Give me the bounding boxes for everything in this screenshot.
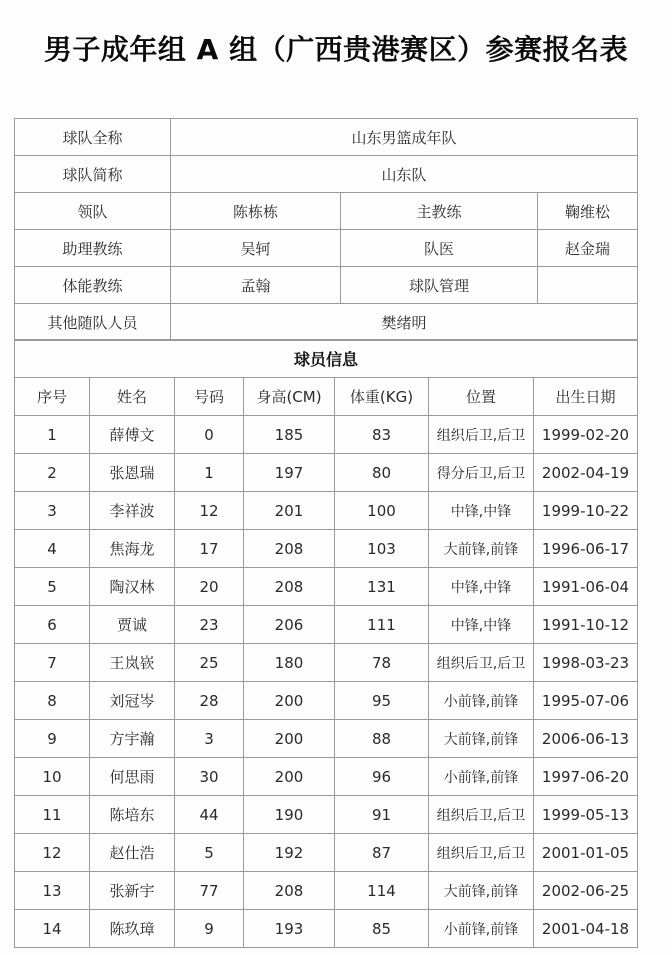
team-manager-value <box>538 267 638 304</box>
cell-index: 4 <box>15 530 90 568</box>
cell-name: 何思雨 <box>90 758 175 796</box>
cell-weight: 114 <box>335 872 429 910</box>
fitness-coach-label: 体能教练 <box>15 267 171 304</box>
cell-position: 中锋,中锋 <box>429 568 534 606</box>
cell-weight: 100 <box>335 492 429 530</box>
cell-height: 208 <box>244 872 335 910</box>
table-row <box>15 230 638 267</box>
head-coach-label: 主教练 <box>341 193 538 230</box>
cell-index: 12 <box>15 834 90 872</box>
cell-height: 208 <box>244 530 335 568</box>
column-header-weight: 体重(KG) <box>335 378 429 416</box>
cell-number: 0 <box>175 416 244 454</box>
cell-index: 10 <box>15 758 90 796</box>
cell-name: 薛傅文 <box>90 416 175 454</box>
table-row <box>15 796 638 834</box>
cell-number: 23 <box>175 606 244 644</box>
cell-number: 28 <box>175 682 244 720</box>
cell-height: 192 <box>244 834 335 872</box>
players-table <box>14 339 638 948</box>
cell-birthdate: 1999-02-20 <box>534 416 638 454</box>
cell-birthdate: 1991-10-12 <box>534 606 638 644</box>
table-row <box>15 454 638 492</box>
cell-name: 张新宇 <box>90 872 175 910</box>
cell-birthdate: 2002-04-19 <box>534 454 638 492</box>
team-doctor-value: 赵金瑞 <box>538 230 638 267</box>
cell-number: 20 <box>175 568 244 606</box>
table-row <box>15 304 638 341</box>
table-row <box>15 720 638 758</box>
cell-name: 张恩瑞 <box>90 454 175 492</box>
cell-height: 206 <box>244 606 335 644</box>
team-info-table <box>14 118 638 341</box>
column-header-name: 姓名 <box>90 378 175 416</box>
cell-birthdate: 1997-06-20 <box>534 758 638 796</box>
cell-height: 200 <box>244 720 335 758</box>
table-row <box>15 872 638 910</box>
section-header-row <box>15 340 638 378</box>
cell-index: 9 <box>15 720 90 758</box>
cell-weight: 91 <box>335 796 429 834</box>
cell-number: 44 <box>175 796 244 834</box>
cell-height: 193 <box>244 910 335 948</box>
cell-weight: 85 <box>335 910 429 948</box>
cell-index: 6 <box>15 606 90 644</box>
cell-name: 王岚嵚 <box>90 644 175 682</box>
cell-weight: 95 <box>335 682 429 720</box>
cell-number: 5 <box>175 834 244 872</box>
table-row <box>15 910 638 948</box>
cell-position: 组织后卫,后卫 <box>429 796 534 834</box>
table-row <box>15 267 638 304</box>
cell-height: 180 <box>244 644 335 682</box>
cell-birthdate: 1996-06-17 <box>534 530 638 568</box>
page-title: 男子成年组 A 组（广西贵港赛区）参赛报名表 <box>43 33 629 66</box>
cell-birthdate: 1999-05-13 <box>534 796 638 834</box>
head-coach-value: 鞠维松 <box>538 193 638 230</box>
cell-weight: 111 <box>335 606 429 644</box>
cell-birthdate: 1999-10-22 <box>534 492 638 530</box>
table-row <box>15 416 638 454</box>
cell-index: 13 <box>15 872 90 910</box>
cell-name: 贾诚 <box>90 606 175 644</box>
cell-number: 25 <box>175 644 244 682</box>
cell-position: 组织后卫,后卫 <box>429 416 534 454</box>
cell-name: 陶汉林 <box>90 568 175 606</box>
cell-index: 11 <box>15 796 90 834</box>
cell-name: 方宇瀚 <box>90 720 175 758</box>
table-row <box>15 682 638 720</box>
cell-name: 陈培东 <box>90 796 175 834</box>
table-row <box>15 644 638 682</box>
cell-birthdate: 1995-07-06 <box>534 682 638 720</box>
column-header-height: 身高(CM) <box>244 378 335 416</box>
cell-position: 小前锋,前锋 <box>429 910 534 948</box>
table-row <box>15 834 638 872</box>
cell-birthdate: 1991-06-04 <box>534 568 638 606</box>
cell-name: 陈玖璋 <box>90 910 175 948</box>
cell-position: 大前锋,前锋 <box>429 530 534 568</box>
cell-number: 30 <box>175 758 244 796</box>
column-header-number: 号码 <box>175 378 244 416</box>
cell-name: 赵仕浩 <box>90 834 175 872</box>
players-section-title: 球员信息 <box>15 340 638 378</box>
cell-number: 9 <box>175 910 244 948</box>
team-manager-label: 球队管理 <box>341 267 538 304</box>
column-header-index: 序号 <box>15 378 90 416</box>
cell-height: 208 <box>244 568 335 606</box>
cell-name: 刘冠岑 <box>90 682 175 720</box>
cell-height: 201 <box>244 492 335 530</box>
other-personnel-label: 其他随队人员 <box>15 304 171 341</box>
cell-weight: 96 <box>335 758 429 796</box>
cell-index: 2 <box>15 454 90 492</box>
cell-index: 1 <box>15 416 90 454</box>
table-row <box>15 119 638 156</box>
cell-weight: 83 <box>335 416 429 454</box>
cell-position: 中锋,中锋 <box>429 492 534 530</box>
cell-index: 8 <box>15 682 90 720</box>
assistant-coach-label: 助理教练 <box>15 230 171 267</box>
table-row <box>15 530 638 568</box>
cell-height: 200 <box>244 758 335 796</box>
cell-name: 李祥波 <box>90 492 175 530</box>
cell-height: 200 <box>244 682 335 720</box>
team-leader-label: 领队 <box>15 193 171 230</box>
column-header-birthdate: 出生日期 <box>534 378 638 416</box>
cell-birthdate: 2001-01-05 <box>534 834 638 872</box>
table-row <box>15 492 638 530</box>
cell-number: 3 <box>175 720 244 758</box>
assistant-coach-value: 吴轲 <box>171 230 341 267</box>
cell-height: 197 <box>244 454 335 492</box>
cell-number: 17 <box>175 530 244 568</box>
cell-birthdate: 2006-06-13 <box>534 720 638 758</box>
table-row <box>15 758 638 796</box>
cell-number: 77 <box>175 872 244 910</box>
cell-number: 1 <box>175 454 244 492</box>
cell-index: 5 <box>15 568 90 606</box>
cell-position: 大前锋,前锋 <box>429 872 534 910</box>
cell-index: 3 <box>15 492 90 530</box>
cell-weight: 131 <box>335 568 429 606</box>
table-row <box>15 568 638 606</box>
cell-weight: 103 <box>335 530 429 568</box>
cell-weight: 78 <box>335 644 429 682</box>
cell-position: 组织后卫,后卫 <box>429 644 534 682</box>
team-short-name-value: 山东队 <box>171 156 638 193</box>
team-full-name-value: 山东男篮成年队 <box>171 119 638 156</box>
cell-height: 190 <box>244 796 335 834</box>
cell-weight: 87 <box>335 834 429 872</box>
column-header-position: 位置 <box>429 378 534 416</box>
cell-position: 中锋,中锋 <box>429 606 534 644</box>
cell-weight: 80 <box>335 454 429 492</box>
cell-index: 7 <box>15 644 90 682</box>
cell-position: 得分后卫,后卫 <box>429 454 534 492</box>
cell-name: 焦海龙 <box>90 530 175 568</box>
team-doctor-label: 队医 <box>341 230 538 267</box>
team-short-name-label: 球队简称 <box>15 156 171 193</box>
table-row <box>15 156 638 193</box>
cell-birthdate: 2001-04-18 <box>534 910 638 948</box>
cell-position: 组织后卫,后卫 <box>429 834 534 872</box>
fitness-coach-value: 孟翰 <box>171 267 341 304</box>
cell-height: 185 <box>244 416 335 454</box>
cell-birthdate: 1998-03-23 <box>534 644 638 682</box>
cell-birthdate: 2002-06-25 <box>534 872 638 910</box>
cell-number: 12 <box>175 492 244 530</box>
cell-position: 小前锋,前锋 <box>429 682 534 720</box>
cell-weight: 88 <box>335 720 429 758</box>
cell-index: 14 <box>15 910 90 948</box>
cell-position: 小前锋,前锋 <box>429 758 534 796</box>
table-row <box>15 193 638 230</box>
column-header-row <box>15 378 638 416</box>
other-personnel-value: 樊绪明 <box>171 304 638 341</box>
team-leader-value: 陈栋栋 <box>171 193 341 230</box>
cell-position: 大前锋,前锋 <box>429 720 534 758</box>
team-full-name-label: 球队全称 <box>15 119 171 156</box>
table-row <box>15 606 638 644</box>
